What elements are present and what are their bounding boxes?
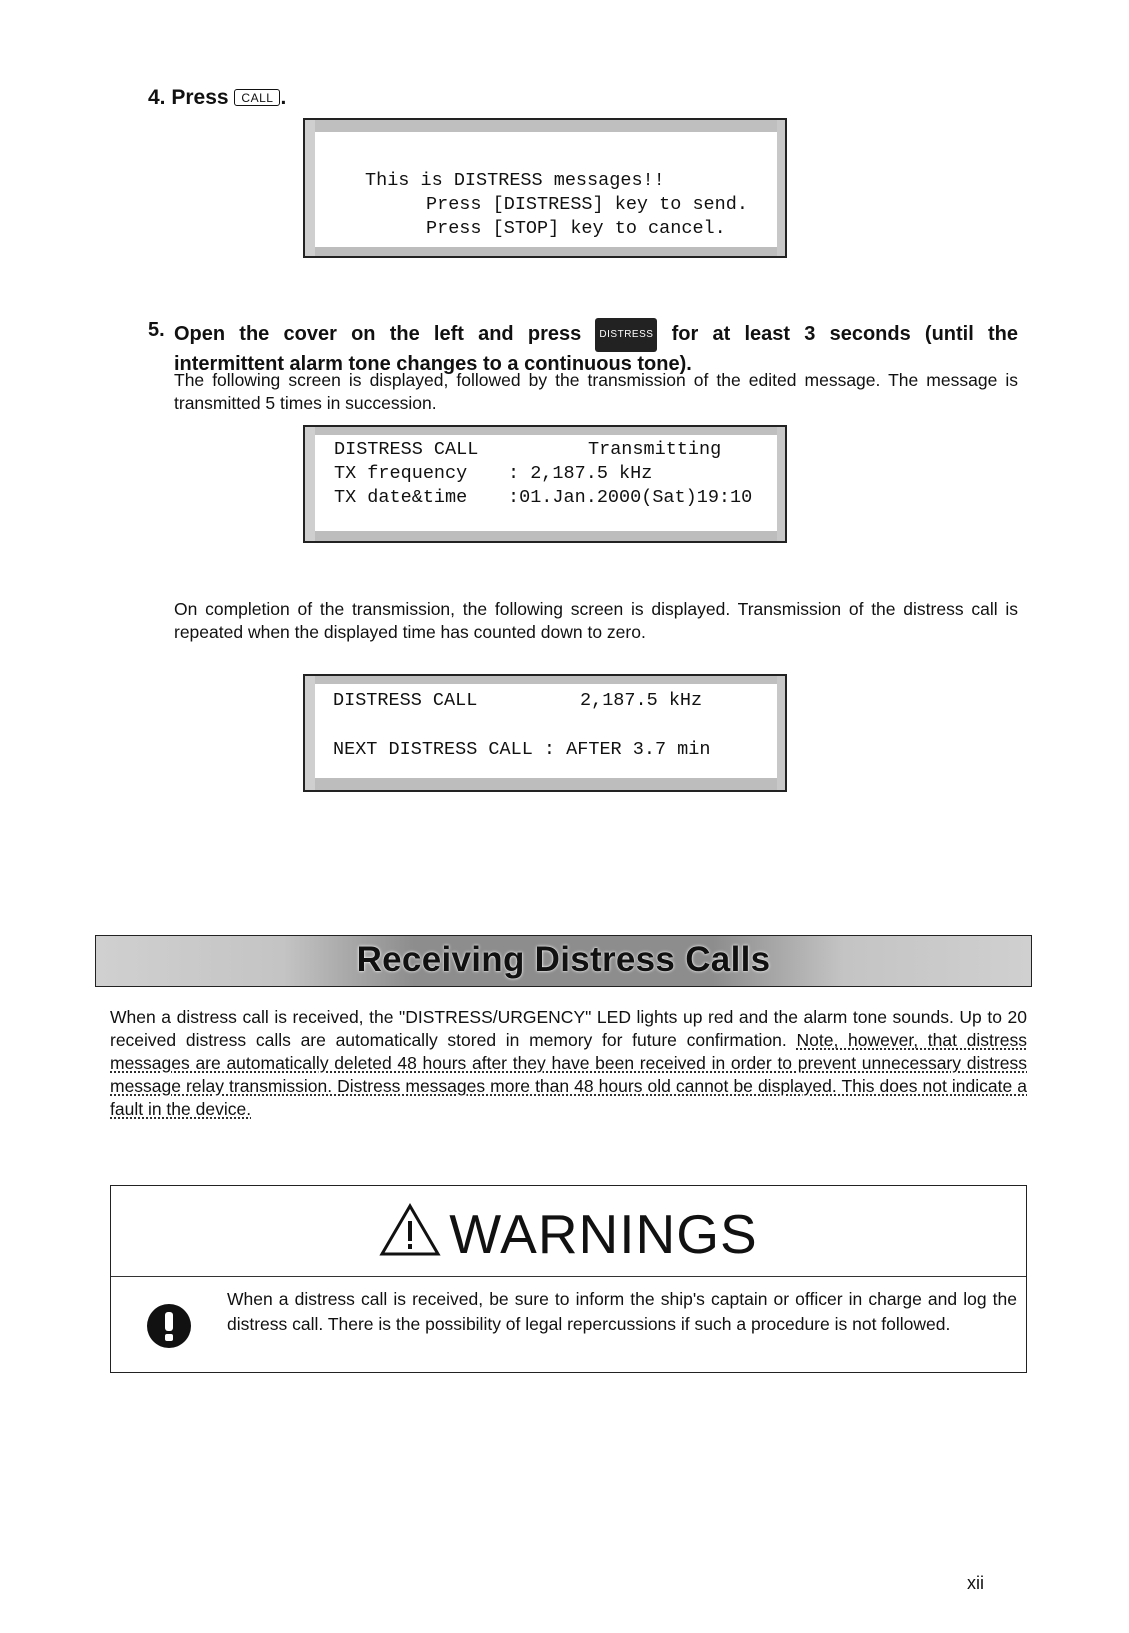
step-5-line-1	[174, 318, 1018, 352]
receiving-paragraph	[110, 1006, 1027, 1121]
lcd3-next-call: NEXT DISTRESS CALL : AFTER 3.7 min	[333, 739, 711, 760]
receiving-text: When a distress call is received, the "DISTRESS/URGENCY" LED lights up red and the alarm tone sounds. Up to 20 received distress calls are automatically stored in memory for future confirmation.	[110, 1007, 1027, 1050]
lcd2-freq-label: TX frequency	[334, 463, 468, 484]
step-4-label: 4. Press	[148, 86, 229, 109]
step-5-instruction	[148, 318, 1018, 376]
lcd-screen-distress-message	[303, 118, 787, 258]
step-5-text-c: intermittent alarm tone changes to a continuous tone).	[174, 353, 692, 375]
step-5-text-b: for at least 3 seconds (until the	[671, 323, 1018, 345]
lcd1-line-1: This is DISTRESS messages!!	[365, 170, 665, 191]
lcd2-datetime-label: TX date&time	[334, 487, 468, 508]
step-5-text-a: Open the cover on the left and press	[174, 323, 582, 345]
receiving-note-underlined: Note, however, that distress messages are automatically deleted 48 hours after they have been received in order to prevent unnecessary distress message relay transmission. Distress messages more than 48 hours old cannot be displayed. This does not indicate a fault in the device.	[110, 1030, 1027, 1119]
warning-triangle-icon	[379, 1203, 441, 1257]
warning-header	[111, 1186, 1026, 1277]
lcd2-freq-value: : 2,187.5 kHz	[508, 463, 653, 484]
step-5-description: The following screen is displayed, followed by the transmission of the edited message. The message is transmitted 5 times in succession.	[174, 370, 1018, 413]
step-4-heading	[148, 86, 286, 110]
step-4-period: .	[280, 86, 287, 109]
section-banner	[95, 935, 1032, 987]
lcd-screen-transmitting	[303, 425, 787, 543]
lcd1-line-3: Press [STOP] key to cancel.	[426, 218, 726, 239]
section-title: Receiving Distress Calls	[356, 940, 771, 979]
warning-title: WARNINGS	[449, 1203, 758, 1265]
lcd3-frequency: 2,187.5 kHz	[580, 690, 703, 711]
lcd2-status: Transmitting	[588, 439, 722, 460]
lcd2-datetime-value: :01.Jan.2000(Sat)19:10	[508, 487, 753, 508]
completion-paragraph: On completion of the transmission, the following screen is displayed. Transmission of the distress call is repeated when the displayed time has counted down to zero.	[174, 599, 1018, 642]
lcd1-line-2: Press [DISTRESS] key to send.	[426, 194, 748, 215]
lcd-screen-next-call	[303, 674, 787, 792]
call-key-icon: CALL	[234, 89, 280, 106]
warning-text: When a distress call is received, be sure to inform the ship's captain or officer in charge and log the distress call. There is the possibility of legal repercussions if such a procedure is not followed.	[227, 1289, 1017, 1334]
lcd2-title: DISTRESS CALL	[334, 439, 479, 460]
exclamation-circle-icon	[147, 1304, 191, 1348]
lcd3-title: DISTRESS CALL	[333, 690, 478, 711]
page-number: xii	[967, 1573, 984, 1593]
warning-box	[110, 1185, 1027, 1373]
distress-key-icon: DISTRESS	[595, 318, 657, 352]
step-5-number: 5.	[148, 319, 165, 341]
